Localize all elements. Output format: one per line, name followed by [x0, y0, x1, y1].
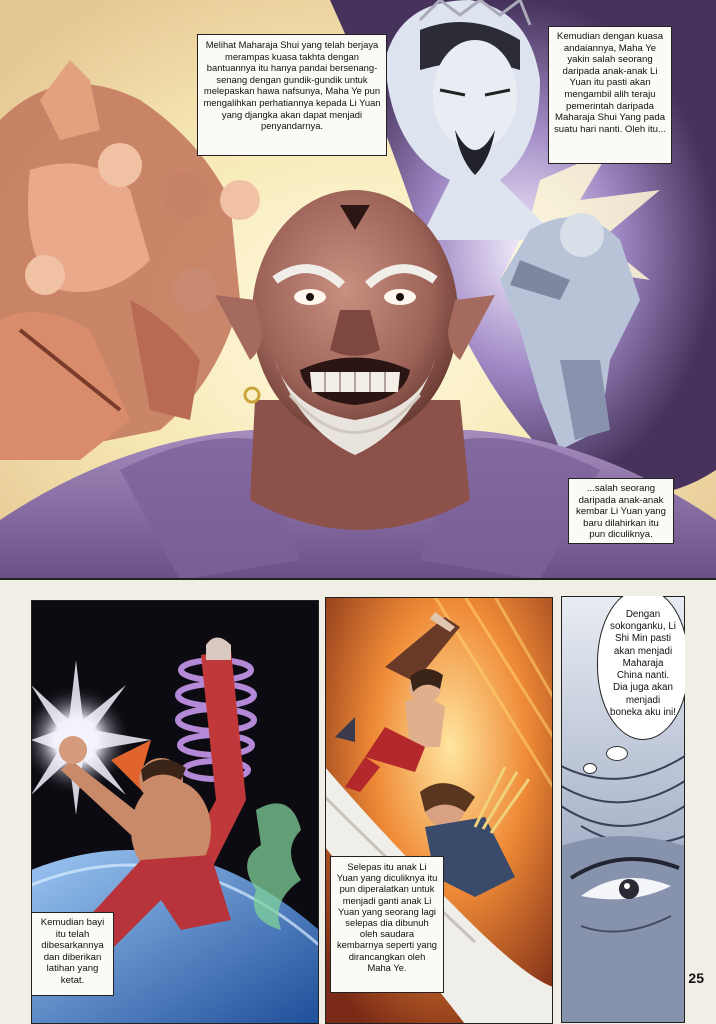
bottom-left-panel [31, 600, 319, 1024]
bottom-middle-panel [325, 597, 553, 1024]
caption-anak-li-yuan-diculik: Selepas itu anak Li Yuan yang diculiknya itu pun diperalatkan untuk menjadi ganti anak Li Yuan yang seorang lagi selepas dia dibunuh oleh saudara kembarnya seperti yang dirancangkan oleh Maha Ye. [330, 856, 444, 993]
thought-bubble-li-shi-min: Dengan sokonganku, Li Shi Min pasti akan menjadi Maharaja China nanti. Dia juga akan menjadi boneka aku ini! [597, 596, 685, 740]
thought-dot-large [606, 746, 628, 761]
caption-maha-ye-yakin: Kemudian dengan kuasa andaiannya, Maha Ye yakin salah seorang daripada anak-anak Li Yuan itu pasti akan mengambil alih teraju pemerintah daripada Maharaja Shui Yang pada suatu hari nanti. Oleh itu... [548, 26, 672, 164]
caption-anak-kembar: ...salah seorang daripada anak-anak kembar Li Yuan yang baru dilahirkan itu pun diculiknya. [568, 478, 674, 544]
page-number: 25 [688, 970, 704, 986]
bottom-right-panel [561, 596, 685, 1023]
caption-maharaja-shui: Melihat Maharaja Shui yang telah berjaya merampas kuasa takhta dengan bantuannya itu hanya pandai bersenang-senang dengan gundik-gundik untuk melepaskan hawa nafsunya, Maha Ye pun mengalihkan perhatiannya kepada Li Yuan yang djangka akan dapat menjadi penyandarnya. [197, 34, 387, 156]
thought-dot-small [583, 763, 597, 774]
caption-bayi-dibesarkan: Kemudian bayi itu telah dibesarkannya dan diberikan latihan yang ketat. [31, 912, 114, 996]
